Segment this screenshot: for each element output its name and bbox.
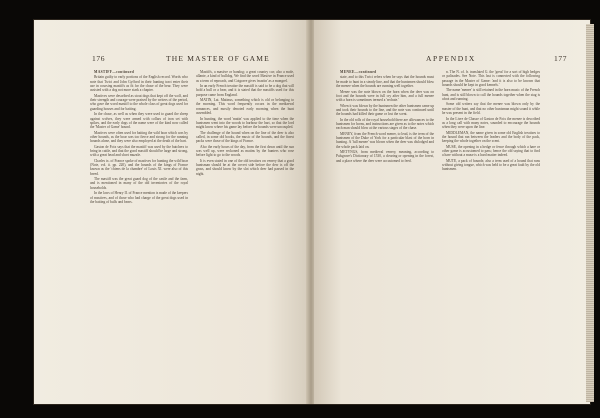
paragraph: METYNGS, from medieval venery, meaning, according to Palsgrave's Dictionary of 1530, a clearing or opening in the forest, and a place where the deer were accustomed to feed.	[336, 150, 434, 163]
running-head: THE MASTER OF GAME	[166, 54, 270, 63]
text-column-2	[196, 70, 294, 390]
paragraph: n. The N. of. fr. translated G. the 'great' for a sort of high hedges or palisades. See Note. This last is connected with the following passage in the Master of Game: 'and it is also to be known that hounds should be kept in good kennels.'	[442, 70, 540, 87]
paragraph: state, and to this Twici refers when he says that the hounds must be made to hunt in a steady line, and that the huntsmen should blow the menee when the hounds are running well together.	[336, 75, 434, 89]
paragraph: The mastiff was the great guard dog of the castle and the farm, and is mentioned in many of the old inventories of the royal households.	[90, 177, 188, 190]
open-book	[34, 20, 590, 404]
paragraph: In the chase, as well as when they were used to guard the sheep against wolves, they were armed with collars of iron set with spikes, and the early dogs of the name were of the kind now called the 'Master of Game' hound.	[90, 112, 188, 130]
paragraph: In an early French treatise the mastiff is said to be a dog that will hold a bull or a bear, and it is stated that the mastiffs used for this purpose came from England.	[196, 84, 294, 97]
left-page	[34, 20, 308, 404]
paragraph: Britain guilty to early portions of the English record. Words who note that Twici and John Gyfford in their hunting tract enter their use in coursing mastiffs as fit for the chase of the bear. They were assisted with a dog not more stark a chapter.	[90, 75, 188, 93]
paragraph: The name 'menee' is still retained in the horn music of the French hunt, and is still blown to call the hounds together when the stag is afoot and running.	[442, 88, 540, 101]
paragraph: Charles ix. of France spoke of mastives for hunting the wild boar (Note, vol. ii. pp. 220), and the hounds of the kings of France known as the 'chiens de la chambre' of Louis XI. were also of this breed.	[90, 158, 188, 176]
entry-heading: MASTIFF—continued	[94, 70, 135, 74]
paragraph: Also the early hours of the day, from the first dawn until the sun was well up, were reckoned as matins by the hunters who rose before light to go to the woods.	[196, 144, 294, 158]
paragraph: Some old writers say that the menee was blown only by the master of the hunt, and that no other huntsman might sound it while he was present in the field.	[442, 102, 540, 116]
right-page	[314, 20, 590, 404]
page-number: 177	[554, 54, 568, 63]
paragraph: MIDDLEMAN, the name given in some old English treatises to the hound that ran between the leaders and the body of the pack, keeping the whole together on the scent.	[442, 130, 540, 144]
running-head: APPENDIX	[426, 54, 476, 63]
text-column-1	[90, 70, 188, 390]
page-number: 176	[92, 54, 106, 63]
paragraph: The challenge of the hound when on the line of the deer is also called, in some old books, the music of the hounds, and the finest packs were those of the kings of France.	[196, 130, 294, 144]
paragraph: Mastives were described as stout dogs that kept off the wolf, and their strength and courage were praised by the writers of the period, who gave the word mastiff to the whole class of great dogs used for guarding houses and for baiting.	[90, 93, 188, 111]
text-column-2	[442, 70, 540, 390]
paragraph: Menee was the note blown on the horn when the deer was on foot and the hounds were in full cry after him, and a full menee with a horn is sometimes termed a 'rechate.'	[336, 89, 434, 103]
paragraph: Mastives were often used for baiting the wild boar which was by other hounds, as the boar was too fierce and strong for the running hounds alone, and they were also employed at the death of the hart.	[90, 130, 188, 144]
paragraph: Mastiffs, a mastive or bandog; a great country cur; also a mole, allante, a kind of bulldog. We find the word Mastive in France used as a term of reproach, and Cotgrave gives 'mastin' as a mongrel.	[196, 70, 294, 83]
entry-heading: MENEE—continued	[340, 70, 377, 74]
paragraph: In hunting, the word 'matin' was applied to the time when the huntsmen went into the woods to harbour the hart, so that the lord might know where his game lay before the hounds were uncoupled.	[196, 116, 294, 130]
paragraph: It is even stated in one of the old treatises on venery that a good huntsman should be at the covert side before the dew is off the grass, and should know by the slot which deer had passed in the night.	[196, 158, 294, 176]
paragraph: MATIN, Lat. Matinus, something which is old or belonging to the morning. This word frequently occurs in the mediaeval romances, and mostly denoted early morning when the hunt assembled.	[196, 98, 294, 116]
paragraph: In the old rolls of the royal household there are allowances to the huntsmen for horns, and instructions are given as to the notes which each man should blow at the various stages of the chase.	[336, 117, 434, 131]
paragraph: In the Livre de Chasse of Gaston de Foix the menee is described as a long call with many notes, sounded to encourage the hounds when they were upon the line.	[442, 116, 540, 130]
paragraph: Gaston de Foix says that the mastiff was used by the butchers to bring in cattle, and that the good mastiff should be large and strong, with a great head and short muzzle.	[90, 144, 188, 158]
paragraph: MUTE, a pack of hounds; also a term used of a hound that runs without giving tongue, which was held to be a great fault by the old huntsmen.	[442, 158, 540, 172]
paragraph: MENEY, from the French word mener, to lead, is the term of the huntsmen of the Duke of York for a particular blast of the horn in hunting. A 'full menee' was blown when the deer was dislodged and the whole pack laid on.	[336, 131, 434, 149]
paragraph: When it was blown by the huntsmen the other huntsmen came up and took their hounds to the line, and the note was continued until the hounds had killed their game or lost the scent.	[336, 103, 434, 117]
page-edges	[586, 24, 594, 402]
paragraph: In the laws of Henry II. of France mention is made of the keepers of mastives, and of those who had charge of the great dogs used in the baiting of bulls and bears.	[90, 191, 188, 204]
paragraph: MUSE, the opening in a hedge or fence through which a hare or other game is accustomed to pass; hence the old saying that to find a hare without a muse is a hard matter indeed.	[442, 144, 540, 158]
text-column-1	[336, 70, 434, 390]
